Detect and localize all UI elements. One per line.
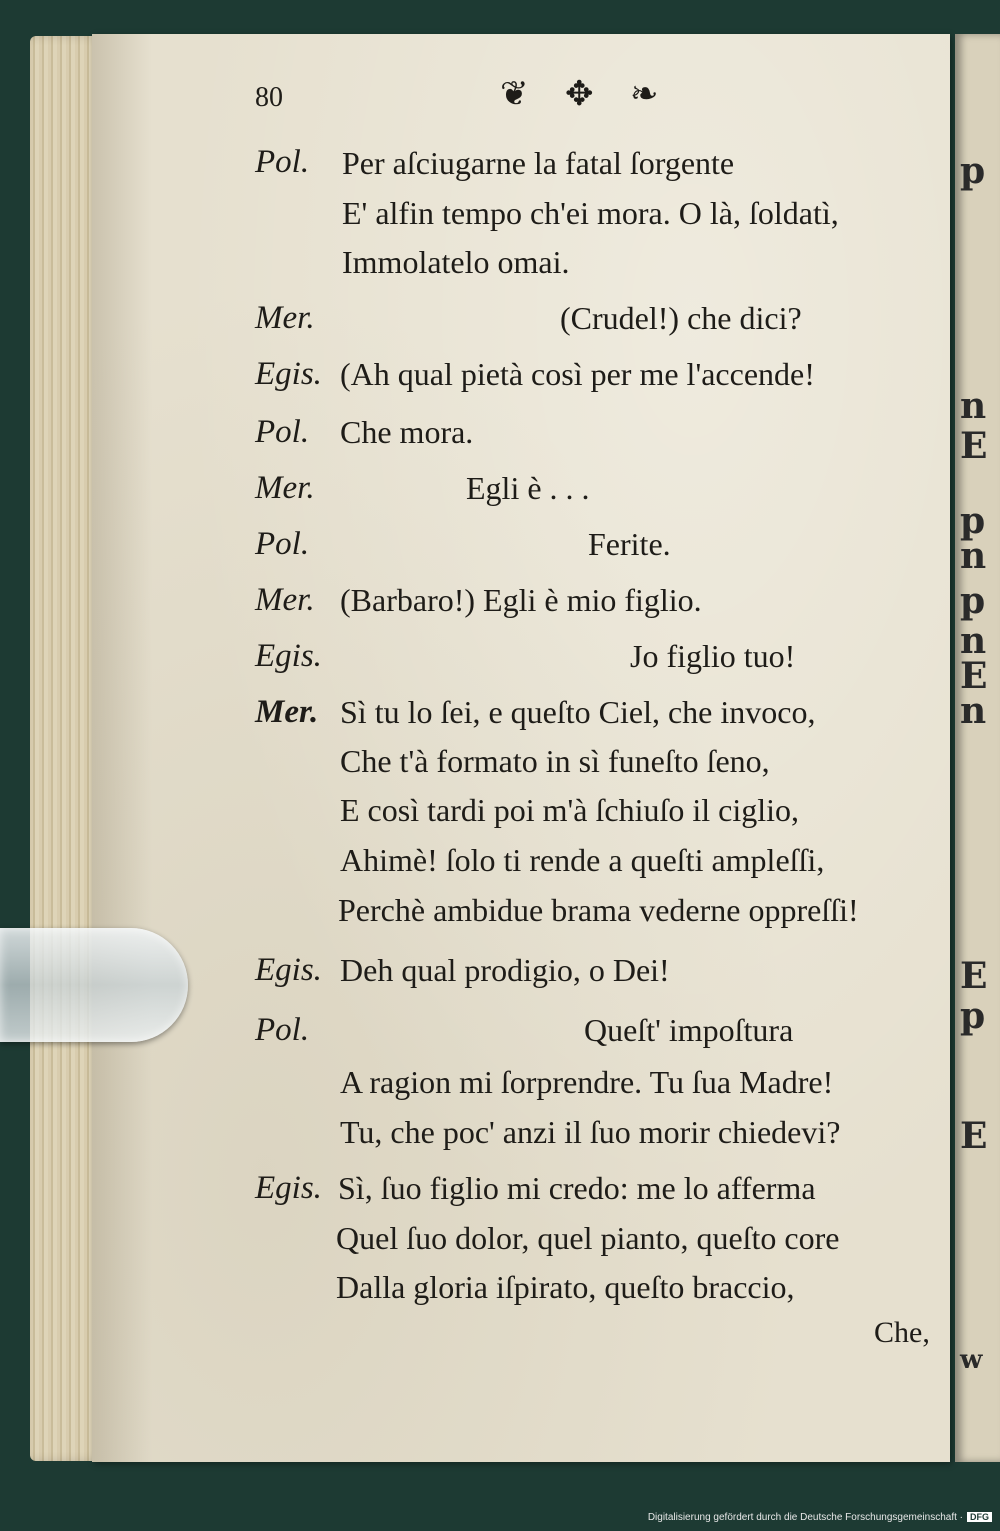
speaker-name: Mer. [255, 694, 319, 730]
facing-glyph: E [960, 425, 988, 467]
header-ornament: ❦ ✥ ❧ [500, 76, 673, 113]
verse-line: (Ah qual pietà così per me l'accende! [340, 356, 815, 392]
speaker-name: Egis. [255, 1170, 322, 1206]
facing-glyph: n [960, 535, 987, 577]
verse-line: Sì, ſuo figlio mi credo: me lo afferma [338, 1170, 816, 1206]
digitization-footer [648, 1512, 992, 1523]
verse-line: A ragion mi ſorprendre. Tu ſua Madre! [340, 1064, 834, 1100]
verse-line: E' alfin tempo ch'ei mora. O là, ſoldatì, [342, 195, 839, 231]
verse-line: Ahimè! ſolo ti rende a queſti ampleſſi, [340, 842, 825, 878]
speaker-name: Mer. [255, 300, 315, 336]
facing-glyph: E [960, 955, 988, 997]
facing-glyph: p [960, 580, 986, 622]
speaker-name: Mer. [255, 582, 315, 618]
facing-page [955, 34, 1000, 1462]
verse-line: Queſt' impoſtura [584, 1012, 794, 1048]
verse-line: Che t'à formato in sì funeſto ſeno, [340, 743, 770, 779]
facing-glyph: p [960, 995, 986, 1037]
speaker-name: Pol. [255, 1012, 310, 1048]
facing-glyph: E [960, 655, 988, 697]
verse-line: (Crudel!) che dici? [560, 300, 802, 336]
facing-glyph: n [960, 385, 987, 427]
verse-line: Sì tu lo ſei, e queſto Ciel, che invoco, [340, 694, 816, 730]
facing-glyph: n [960, 690, 987, 732]
verse-line: Che mora. [340, 414, 474, 450]
dfg-logo: DFG [967, 1512, 992, 1522]
speaker-name: Pol. [255, 414, 310, 450]
speaker-name: Egis. [255, 952, 322, 988]
verse-line: Egli è . . . [466, 470, 590, 506]
facing-glyph: E [960, 1115, 988, 1157]
speaker-name: Egis. [255, 356, 322, 392]
facing-glyph: p [960, 500, 986, 542]
verse-line: Dalla gloria iſpirato, queſto braccio, [336, 1269, 795, 1305]
verse-line: (Barbaro!) Egli è mio figlio. [340, 582, 702, 618]
footer-text: Digitalisierung gefördert durch die Deutsche Forschungsgemeinschaft · [647, 1512, 963, 1523]
facing-glyph: p [960, 150, 986, 192]
facing-glyph: n [960, 620, 987, 662]
verse-line: Immolatelo omai. [342, 244, 570, 280]
verse-line: Jo figlio tuo! [630, 638, 796, 674]
verse-line: Perchè ambidue brama vederne oppreſſi! [338, 892, 859, 928]
verse-line: Deh qual prodigio, o Dei! [340, 952, 670, 988]
facing-glyph: w [960, 1345, 983, 1375]
page-holder-clip [0, 928, 188, 1042]
catchword: Che, [874, 1316, 930, 1349]
speaker-name: Pol. [255, 526, 310, 562]
speaker-name: Pol. [255, 144, 310, 180]
verse-line: Ferite. [588, 526, 671, 562]
speaker-name: Mer. [255, 470, 315, 506]
page-gutter-shadow [92, 34, 152, 1462]
verse-line: Quel ſuo dolor, quel pianto, queſto core [336, 1220, 840, 1256]
speaker-name: Egis. [255, 638, 322, 674]
page-number: 80 [255, 82, 283, 113]
verse-line: Per aſciugarne la fatal ſorgente [342, 145, 735, 181]
verse-line: E così tardi poi m'à ſchiuſo il ciglio, [340, 792, 800, 828]
verse-line: Tu, che poc' anzi il ſuo morir chiedevi? [340, 1114, 841, 1150]
